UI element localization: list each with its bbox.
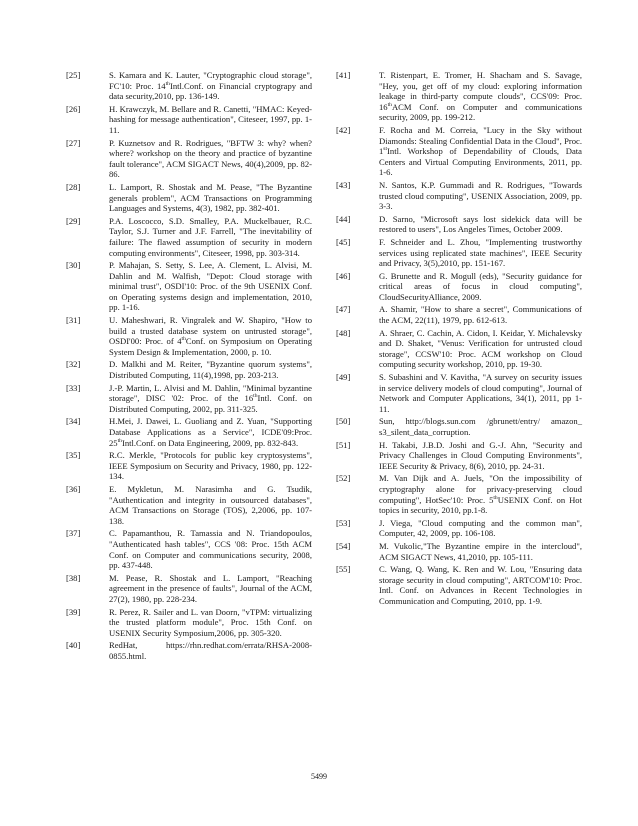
reference-text: S. Subashini and V. Kavitha, "A survey on security issues in service delivery models of cloud computing", Journal of Network and Computer Applications, 34(1), 2011, pp 1-11. <box>379 372 582 414</box>
reference-entry <box>336 125 582 178</box>
reference-entry <box>66 104 312 136</box>
reference-entry <box>336 518 582 539</box>
reference-number: [26] <box>66 103 81 114</box>
reference-entry <box>336 304 582 325</box>
reference-number: [41] <box>336 70 351 80</box>
reference-entry <box>66 383 312 415</box>
reference-entry <box>66 359 312 380</box>
reference-number: [38] <box>66 572 81 583</box>
reference-entry <box>66 640 312 661</box>
reference-entry <box>66 70 312 102</box>
reference-entry <box>66 138 312 180</box>
reference-number: [50] <box>336 416 351 427</box>
reference-number: [37] <box>66 528 81 539</box>
reference-text: J.-P. Martin, L. Alvisi and M. Dahlin, "Minimal byzantine storage", DISC '02: Proc. of the 16thIntl. Conf. on Distributed Computing, 2002, pp. 311-325. <box>109 382 313 414</box>
reference-text: C. Wang, Q. Wang, K. Ren and W. Lou, "Ensuring data storage security in cloud computing", ARTCOM'10: Proc. Intl. Conf. on Advances in Recent Technologies in Communication and Computing, 2010, pp. 1-9. <box>379 564 582 606</box>
reference-entry <box>66 416 312 448</box>
reference-entry <box>336 473 582 515</box>
reference-number: [47] <box>336 304 351 315</box>
reference-number: [33] <box>66 382 81 393</box>
reference-number: [40] <box>66 640 81 651</box>
reference-number: [25] <box>66 70 81 80</box>
reference-text: U. Maheshwari, R. Vingralek and W. Shapiro, "How to build a trusted database system on untrusted storage", OSDI'00: Proc. of 4thConf. on Symposium on Operating System Design & Implementation, 2000, p. 10. <box>109 315 312 357</box>
reference-entry <box>66 607 312 639</box>
reference-number: [55] <box>336 564 351 575</box>
reference-entry <box>336 372 582 414</box>
reference-number: [28] <box>66 181 81 192</box>
reference-text: C. Papamanthou, R. Tamassia and N. Triandopoulos, "Authenticated hash tables", CCS '08: Proc. 15th ACM Conf. on Computer and communications security, 2008, pp. 437-448. <box>109 528 312 571</box>
reference-number: [29] <box>66 215 81 226</box>
reference-text: D. Malkhi and M. Reiter, "Byzantine quorum systems", Distributed Computing, 11(4),1998, pp. 203-213. <box>109 359 312 381</box>
reference-text: F. Schneider and L. Zhou, "Implementing trustworthy services using replicated state machines", IEEE Security and Privacy, 3(5),2010, pp. 151-167. <box>379 236 582 269</box>
reference-number: [44] <box>336 213 351 224</box>
reference-entry <box>336 70 582 123</box>
references-left-column <box>66 70 312 663</box>
reference-text: L. Lamport, R. Shostak and M. Pease, "The Byzantine generals problem", ACM Transactions on Programming Languages and Systems, 4(3), 1982, pp. 382-401. <box>109 181 312 214</box>
reference-text: H. Krawczyk, M. Bellare and R. Canetti, "HMAC: Keyed-hashing for message authentication", Citeseer, 1997, pp. 1-11. <box>109 103 312 135</box>
reference-text: S. Kamara and K. Lauter, "Cryptographic cloud storage", FC'10: Proc. 14thIntl.Conf. on Financial cryptograpy and data security,2010, pp. 136-149. <box>109 70 312 102</box>
reference-entry <box>336 564 582 606</box>
reference-text: N. Santos, K.P. Gummadi and R. Rodrigues, "Towards trusted cloud computing", USENIX Association, 2009, pp. 3-3. <box>379 179 582 212</box>
reference-entry <box>66 260 312 313</box>
reference-entry <box>336 416 582 437</box>
reference-number: [49] <box>336 372 351 383</box>
reference-text: A. Shamir, "How to share a secret", Communications of the ACM, 22(11), 1979, pp. 612-613. <box>379 304 582 326</box>
reference-text: E. Mykletun, M. Narasimha and G. Tsudik, "Authentication and integrity in outsourced databases", ACM Transactions on Storage (TOS), 2,2006, pp. 107-138. <box>109 483 312 526</box>
reference-text: M. Vukolic,"The Byzantine empire in the intercloud", ACM SIGACT News, 41,2010, pp. 105-111. <box>379 540 582 562</box>
page-number: 5499 <box>311 772 327 781</box>
reference-number: [35] <box>66 450 81 461</box>
reference-text: J. Viega, "Cloud computing and the common man", Computer, 42, 2009, pp. 106-108. <box>379 517 582 539</box>
reference-text: G. Brunette and R. Mogull (eds), "Security guidance for critical areas of focus in cloud computing", CloudSecurityAlliance, 2009. <box>379 270 582 302</box>
reference-number: [52] <box>336 473 351 484</box>
reference-entry <box>336 237 582 269</box>
reference-entry <box>336 271 582 303</box>
reference-entry <box>66 216 312 258</box>
reference-entry <box>336 541 582 562</box>
reference-number: [46] <box>336 270 351 281</box>
reference-number: [36] <box>66 483 81 494</box>
reference-entry <box>66 573 312 605</box>
reference-text: R. Perez, R. Sailer and L. van Doorn, "vTPM: virtualizing the trusted platform module", Proc. 15th Conf. on USENIX Security Symposium,2006, pp. 305-320. <box>109 606 312 638</box>
reference-text: M. Pease, R. Shostak and L. Lamport, "Reaching agreement in the presence of faults", Journal of the ACM, 27(2), 1980, pp. 228-234. <box>109 572 312 604</box>
reference-text: P.A. Loscocco, S.D. Smalley, P.A. Muckelbauer, R.C. Taylor, S.J. Turner and J.F. Farrell, "The inevitability of failure: The flawed assumption of security in modern computing environments", Citeseer, 1998, pp. 303-314. <box>109 215 312 258</box>
reference-entry <box>66 528 312 570</box>
reference-entry <box>66 315 312 357</box>
reference-text: D. Sarno, "Microsoft says lost sidekick data will be restored to users", Los Angeles Times, October 2009. <box>379 213 582 235</box>
reference-number: [27] <box>66 137 81 148</box>
reference-text: F. Rocha and M. Correia, "Lucy in the Sky without Diamonds: Stealing Confidential Data in the Cloud", Proc. 1stIntl. Workshop of Dependability of Clouds, Data Centers and Virtual Computing Environments, 2011, pp. 1-6. <box>379 124 582 178</box>
reference-entry <box>336 440 582 472</box>
reference-text: H. Takabi, J.B.D. Joshi and G.-J. Ahn, "Security and Privacy Challenges in Cloud Computing Environments", IEEE Security & Privacy, 8(6), 2010, pp. 24-31. <box>379 439 582 471</box>
reference-entry <box>336 180 582 212</box>
reference-number: [51] <box>336 439 351 450</box>
reference-number: [30] <box>66 260 81 271</box>
reference-entry <box>66 450 312 482</box>
reference-number: [48] <box>336 327 351 338</box>
reference-text: M. Van Dijk and A. Juels, "On the impossibility of cryptography alone for privacy-preserving cloud computing", HotSec'10: Proc. 5thUSENIX Conf. on Hot topics in security, 2010, pp.1-8. <box>379 473 582 516</box>
references-right-column <box>336 70 582 609</box>
reference-text: H.Mei, J. Dawei, L. Guoliang and Z. Yuan, "Supporting Database Applications as a Service", ICDE'09:Proc. 25thIntl.Conf. on Data Engineering, 2009, pp. 832-843. <box>109 416 312 448</box>
reference-number: [53] <box>336 517 351 528</box>
reference-entry <box>66 484 312 526</box>
reference-number: [39] <box>66 606 81 617</box>
reference-text: R.C. Merkle, "Protocols for public key cryptosystems", IEEE Symposium on Security and Privacy, 1980, pp. 122-134. <box>109 450 312 482</box>
reference-number: [43] <box>336 179 351 190</box>
reference-number: [31] <box>66 315 81 326</box>
reference-text: A. Shraer, C. Cachin, A. Cidon, I. Keidar, Y. Michalevsky and D. Shaket, "Venus: Verification for untrusted cloud storage", CCSW'10: Proc. ACM workshop on Cloud computing security workshop, 2010, pp. 19-30. <box>379 327 582 370</box>
reference-number: [42] <box>336 124 351 135</box>
reference-number: [32] <box>66 359 81 370</box>
reference-number: [45] <box>336 236 351 247</box>
reference-text: P. Mahajan, S. Setty, S. Lee, A. Clement, L. Alvisi, M. Dahlin and M. Walfish, "Depot: Cloud storage with minimal trust", OSDI'10: Proc. of the 9th USENIX Conf. on Operating systems design and implementation, 2010, pp. 1-16. <box>109 260 312 313</box>
reference-text: T. Ristenpart, E. Tromer, H. Shacham and S. Savage, "Hey, you, get off of my cloud: exploring information leakage in third-party compute clouds", CCS'09: Proc. 16thACM Conf. on Computer and communications security, 2009, pp. 199-212. <box>379 70 582 123</box>
reference-text: Sun, http://blogs.sun.com /gbrunett/entry/ amazon_ s3_silent_data_corruption. <box>379 416 582 437</box>
reference-entry <box>66 182 312 214</box>
reference-entry <box>336 328 582 370</box>
reference-text: P. Kuznetsov and R. Rodrigues, "BFTW 3: why? when? where? workshop on the theory and practice of byzantine fault tolerance", ACM SIGACT News, 40(4),2009, pp. 82-86. <box>109 137 312 180</box>
reference-number: [54] <box>336 540 351 551</box>
reference-entry <box>336 214 582 235</box>
reference-number: [34] <box>66 416 81 427</box>
reference-text: RedHat, https://rhn.redhat.com/errata/RHSA-2008-0855.html. <box>109 640 312 661</box>
